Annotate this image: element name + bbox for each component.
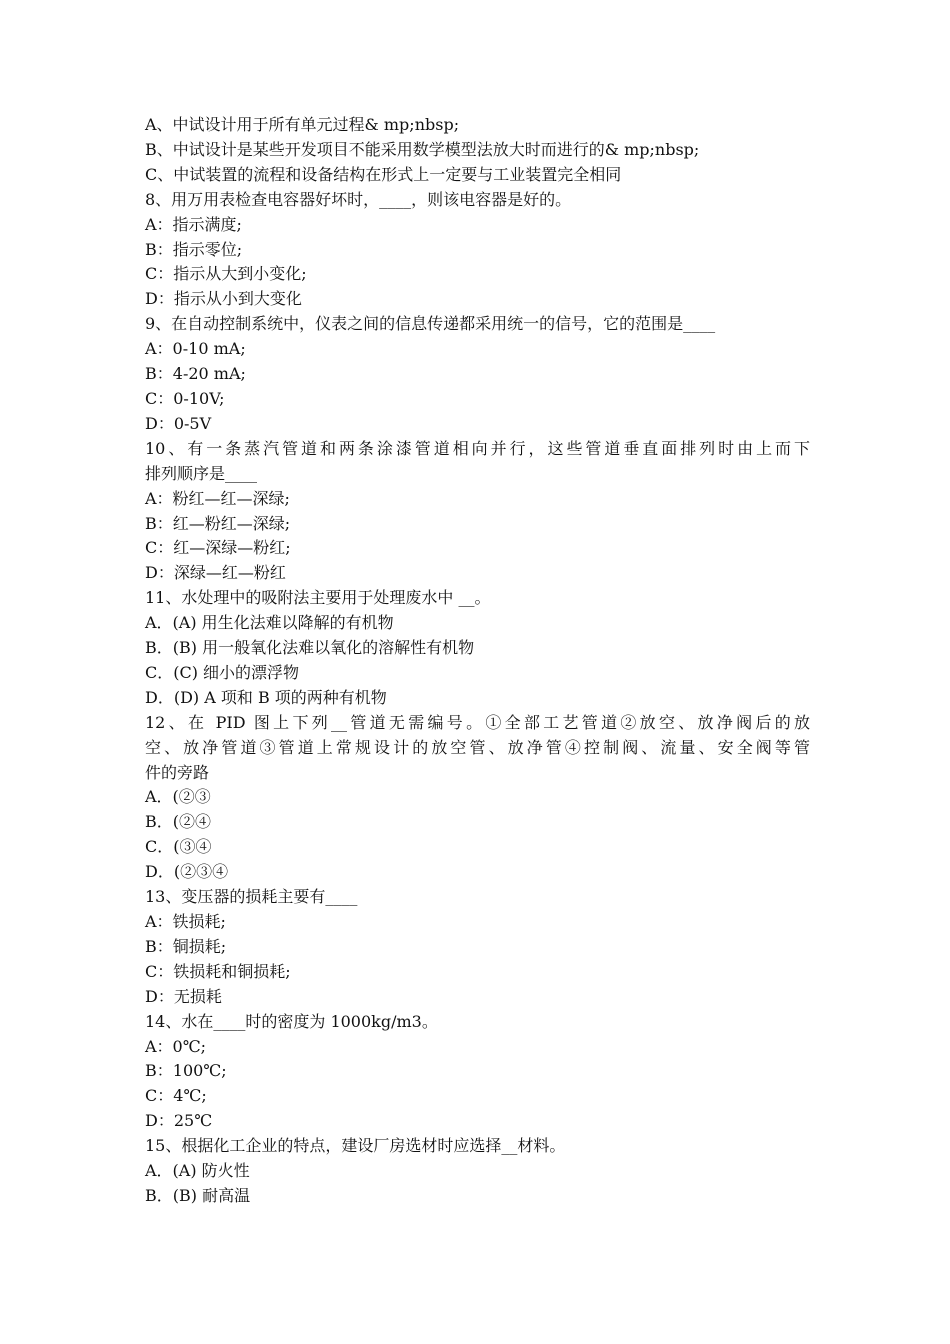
question-14: 14、水在____时的密度为 1000kg/m3。 (145, 1011, 438, 1031)
option-line: C：指示从大到小变化; (145, 264, 307, 284)
option-line: D．(D) A 项和 B 项的两种有机物 (145, 687, 387, 707)
option-line: A．(A) 防火性 (145, 1161, 250, 1181)
option-line: C．(③④ (145, 837, 212, 857)
question-12-continued: 空、放净管道③管道上常规设计的放空管、放净管④控制阀、流量、安全阀等管 (145, 737, 810, 757)
option-line: A：0-10 mA; (145, 339, 246, 359)
option-line: B：红—粉红—深绿; (145, 513, 291, 533)
option-line: D：25℃ (145, 1111, 213, 1131)
option-line: B：指示零位; (145, 239, 243, 259)
question-9: 9、在自动控制系统中，仪表之间的信息传递都采用统一的信号，它的范围是____ (145, 314, 716, 334)
option-line: C：0-10V; (145, 388, 225, 408)
question-8: 8、用万用表检查电容器好坏时，____，则该电容器是好的。 (145, 189, 572, 209)
option-line: A．(A) 用生化法难以降解的有机物 (145, 613, 394, 633)
question-12: 12、在 PID 图上下列__管道无需编号。①全部工艺管道②放空、放净阀后的放 (145, 712, 810, 732)
option-line: A．(②③ (145, 787, 211, 807)
option-line: C．(C) 细小的漂浮物 (145, 662, 300, 682)
question-11: 11、水处理中的吸附法主要用于处理废水中 __。 (145, 588, 491, 608)
option-line: D．(②③④ (145, 862, 229, 882)
option-line: A：粉红—红—深绿; (145, 488, 290, 508)
option-line: C：4℃; (145, 1086, 207, 1106)
question-10-continued: 排列顺序是____ (145, 463, 258, 483)
option-line: B：4-20 mA; (145, 364, 246, 384)
option-line: B、中试设计是某些开发项目不能采用数学模型法放大时而进行的& mp;nbsp; (145, 139, 700, 159)
option-line: C、中试装置的流程和设备结构在形式上一定要与工业装置完全相同 (145, 164, 622, 184)
question-13: 13、变压器的损耗主要有____ (145, 887, 358, 907)
option-line: B．(B) 耐高温 (145, 1185, 251, 1205)
question-15: 15、根据化工企业的特点，建设厂房选材时应选择__材料。 (145, 1136, 566, 1156)
option-line: A：指示满度; (145, 214, 242, 234)
option-line: C：铁损耗和铜损耗; (145, 961, 291, 981)
question-10: 10、有一条蒸汽管道和两条涂漆管道相向并行，这些管道垂直面排列时由上而下 (145, 438, 810, 458)
option-line: D：0-5V (145, 413, 212, 433)
option-line: B．(B) 用一般氧化法难以氧化的溶解性有机物 (145, 638, 475, 658)
document-body (145, 113, 810, 1209)
option-line: D：深绿—红—粉红 (145, 563, 286, 583)
option-line: B：铜损耗; (145, 936, 227, 956)
option-line: A、中试设计用于所有单元过程& mp;nbsp; (145, 115, 460, 134)
option-line: C：红—深绿—粉红; (145, 538, 291, 558)
option-line: D：无损耗 (145, 986, 222, 1006)
option-line: A：铁损耗; (145, 912, 226, 931)
option-line: D：指示从小到大变化 (145, 289, 302, 309)
option-line: A：0℃; (145, 1036, 207, 1056)
option-line: B：100℃; (145, 1061, 227, 1081)
option-line: B．(②④ (145, 812, 212, 832)
question-12-continued: 件的旁路 (145, 762, 210, 782)
